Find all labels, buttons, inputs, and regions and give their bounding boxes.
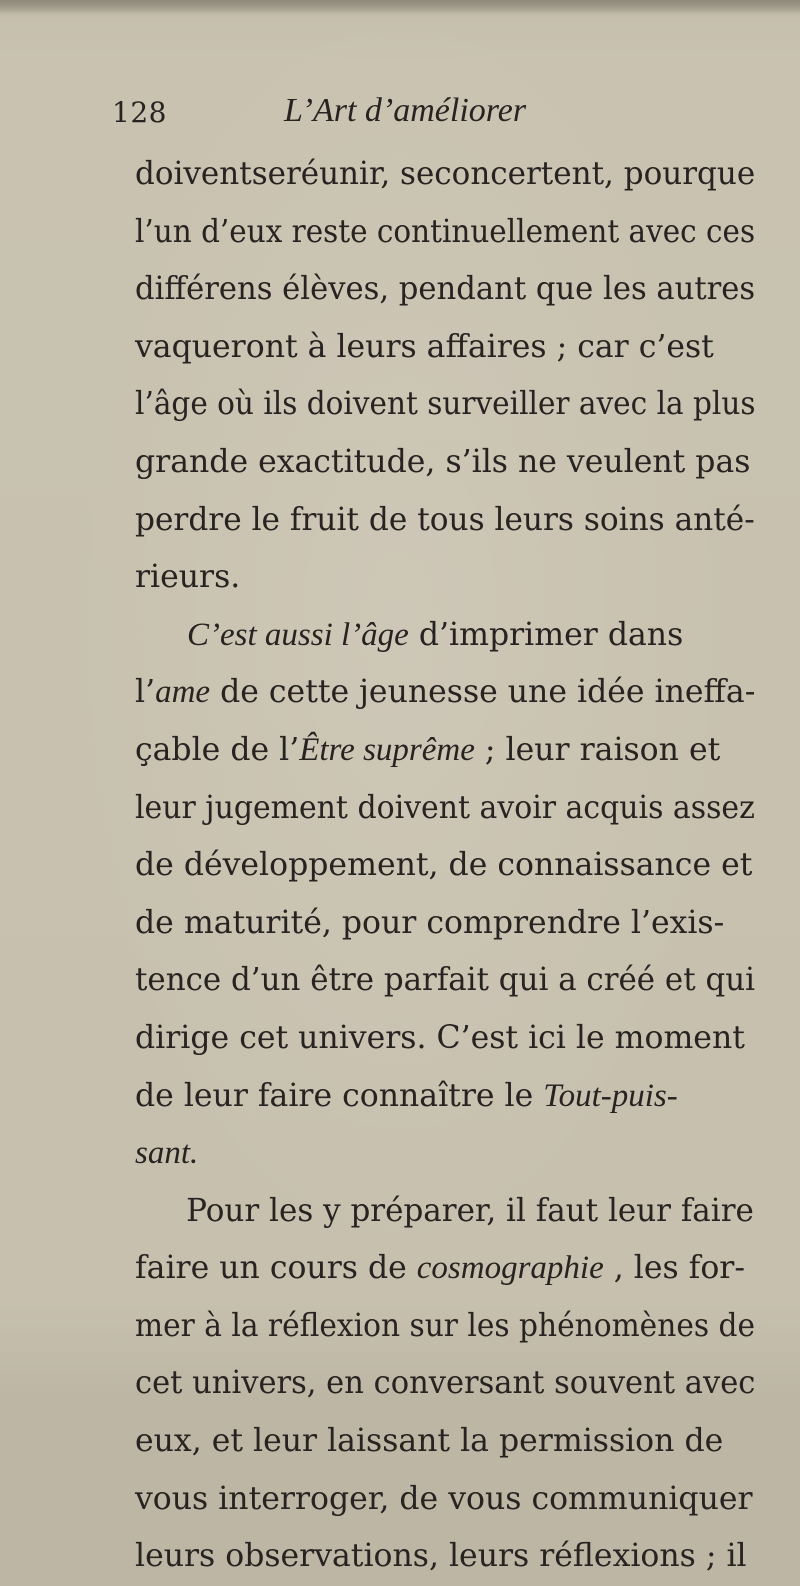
text-run: l’un d’eux reste continuellement avec ces xyxy=(135,213,756,250)
text-line xyxy=(135,1528,755,1586)
text-line xyxy=(135,780,755,838)
text-line xyxy=(135,837,755,895)
text-line xyxy=(135,722,755,780)
body-text xyxy=(135,146,755,1586)
text-line xyxy=(135,319,755,377)
italic-text: ame xyxy=(155,674,211,711)
text-line xyxy=(135,261,756,319)
text-run: l’ xyxy=(135,674,156,711)
text-run: rieurs. xyxy=(135,559,241,596)
text-run: d’imprimer dans xyxy=(408,616,684,653)
italic-text: Être suprême xyxy=(299,731,475,768)
text-run: leurs observations, leurs réflexions ; il xyxy=(135,1538,747,1575)
text-run: de maturité, pour comprendre l’exis- xyxy=(135,904,725,941)
text-run: de cette jeunesse une idée ineffa- xyxy=(210,674,756,711)
text-run: Pour les y préparer, il faut leur faire xyxy=(186,1192,754,1229)
text-line xyxy=(135,1010,755,1068)
running-title: L’Art d’améliorer xyxy=(284,92,527,129)
text-line xyxy=(135,1240,755,1298)
text-run: grande exactitude, s’ils ne veulent pas xyxy=(135,443,751,480)
text-line xyxy=(135,1413,755,1471)
text-line xyxy=(135,492,755,550)
italic-text: sant. xyxy=(135,1135,199,1172)
page-header xyxy=(112,92,752,142)
page-number: 128 xyxy=(112,96,167,129)
text-run: leur jugement doivent avoir acquis assez xyxy=(135,789,755,826)
text-run: cet univers, en conversant souvent avec xyxy=(135,1365,756,1402)
text-run: eux, et leur laissant la permission de xyxy=(135,1423,724,1460)
text-run: dirige cet univers. C’est ici le moment xyxy=(135,1019,745,1056)
text-run: doiventseréunir, seconcertent, pourque xyxy=(135,156,756,192)
text-run: de développement, de connaissance et xyxy=(135,847,753,884)
text-run: différens élèves, pendant que les autres xyxy=(135,271,756,308)
text-run: perdre le fruit de tous leurs soins anté- xyxy=(135,501,755,538)
italic-text: Tout-puis- xyxy=(543,1077,678,1114)
text-run: mer à la réflexion sur les phénomènes de xyxy=(135,1307,756,1344)
text-line xyxy=(135,1298,756,1356)
text-line xyxy=(135,1183,754,1241)
text-line xyxy=(135,146,756,204)
text-line xyxy=(135,664,755,722)
text-run: tence d’un être parfait qui a créé et qui xyxy=(135,962,756,999)
text-line xyxy=(135,1125,755,1183)
text-run: vous interroger, de vous communiquer xyxy=(135,1480,753,1517)
text-line xyxy=(135,607,755,665)
text-run: , les for- xyxy=(603,1250,746,1287)
text-line xyxy=(135,376,756,434)
text-run: çable de l’ xyxy=(135,731,300,768)
text-run: faire un cours de xyxy=(135,1250,417,1287)
text-line xyxy=(135,549,755,607)
text-line xyxy=(135,1068,755,1126)
text-line xyxy=(135,952,756,1010)
text-line xyxy=(135,1355,756,1413)
italic-text: C’est aussi l’âge xyxy=(187,616,409,653)
text-line xyxy=(135,434,755,492)
text-run: ; leur raison et xyxy=(474,731,721,768)
text-line xyxy=(135,204,756,262)
text-run: l’âge où ils doivent surveiller avec la plus xyxy=(135,386,756,423)
text-line xyxy=(135,1471,755,1529)
text-line xyxy=(135,895,755,953)
page-top-edge xyxy=(0,0,800,14)
text-run: de leur faire connaître le xyxy=(135,1077,544,1114)
italic-text: cosmographie xyxy=(416,1250,604,1287)
text-run: vaqueront à leurs affaires ; car c’est xyxy=(135,328,714,365)
